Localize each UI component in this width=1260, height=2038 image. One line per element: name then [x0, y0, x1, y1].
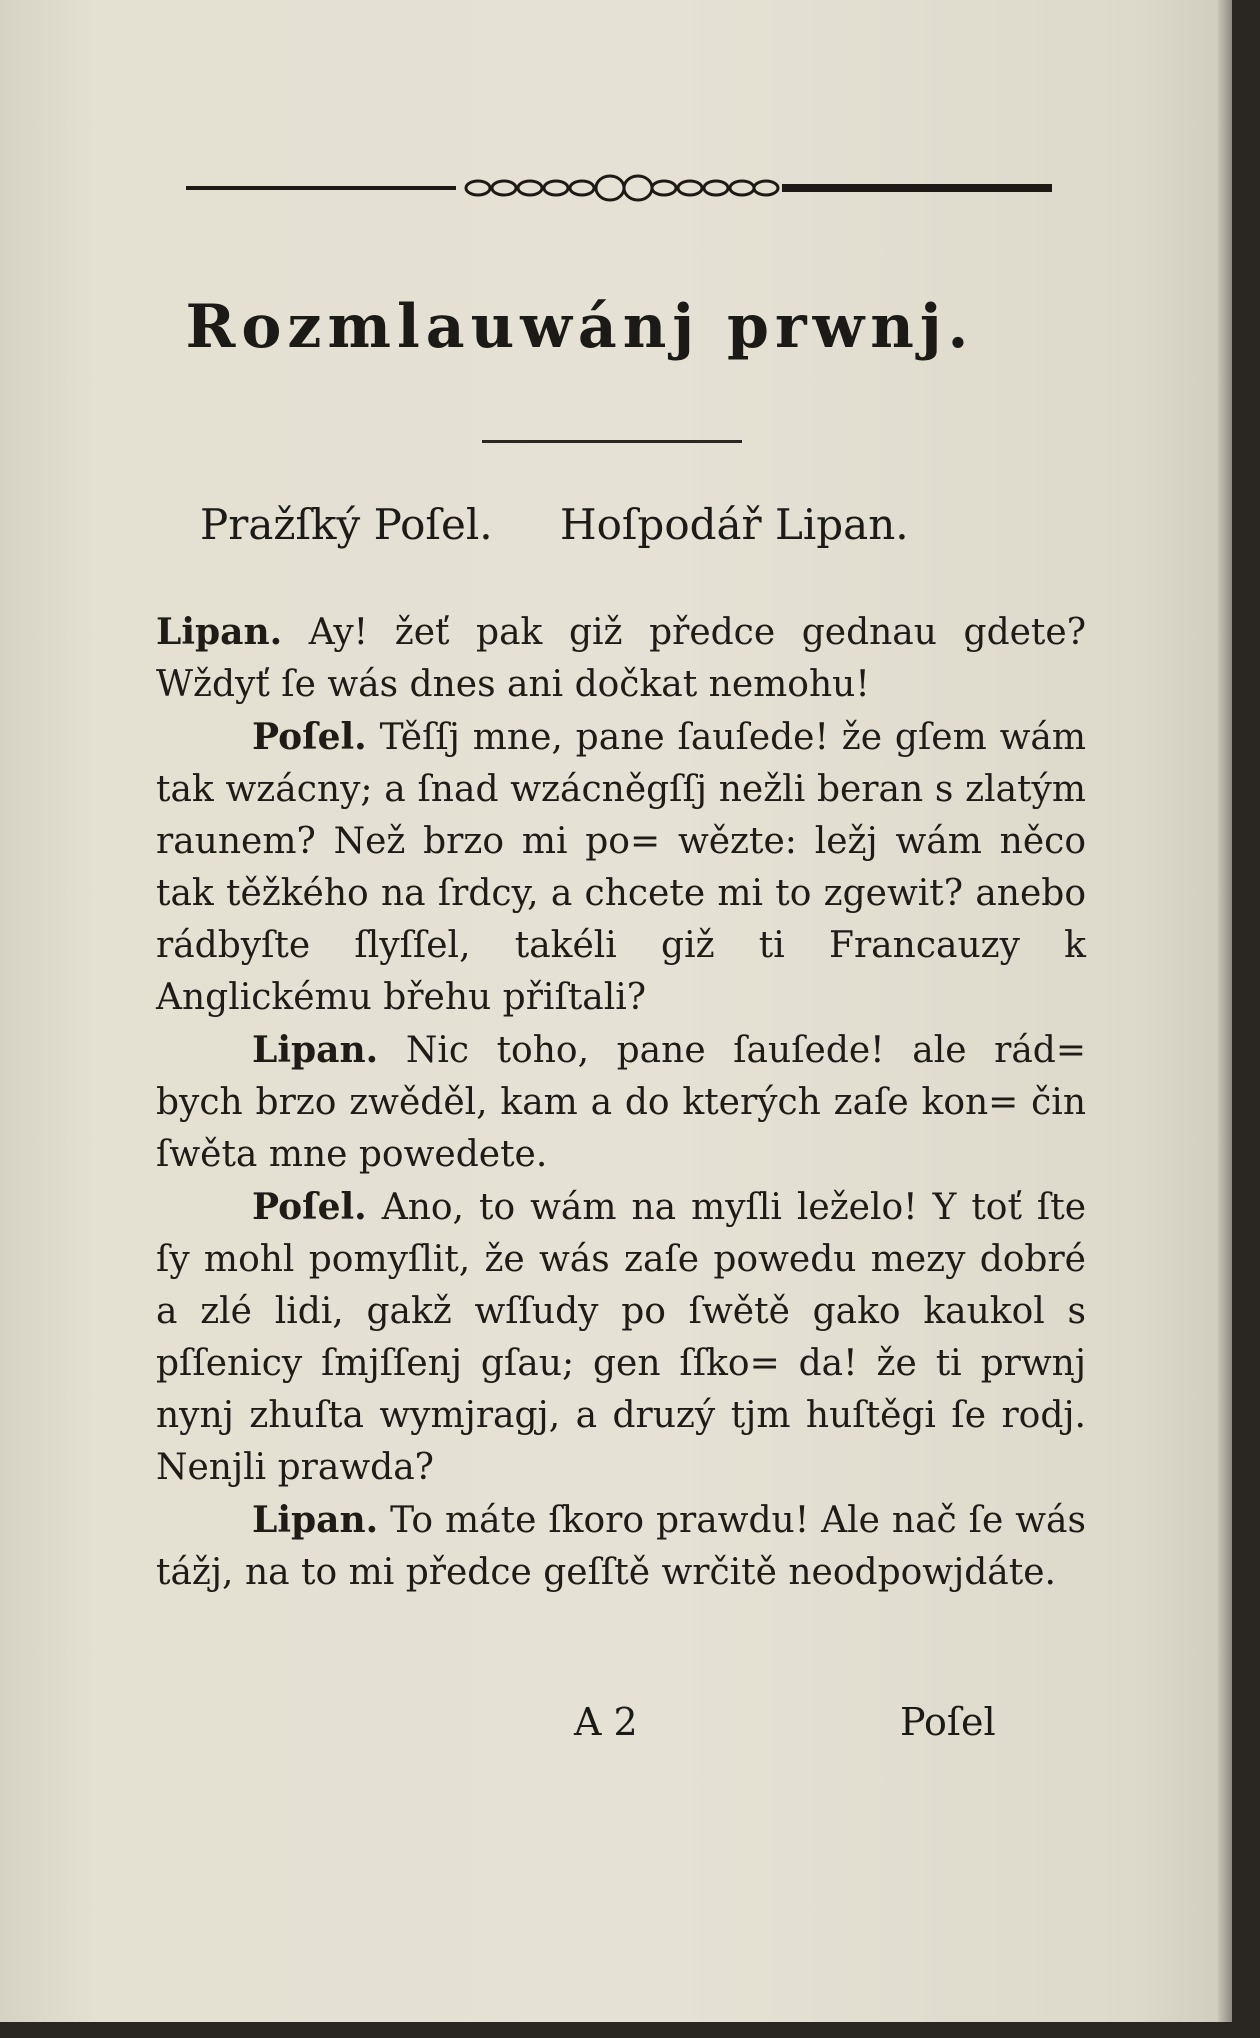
dialogue-paragraph	[156, 1181, 1086, 1494]
speaker-name: Poſel.	[252, 1186, 367, 1228]
speaker-lipan: Hoſpodář Lipan.	[559, 500, 909, 549]
speaker-name: Lipan.	[156, 611, 283, 653]
dialogue-paragraph	[156, 1024, 1086, 1181]
speaker-list	[200, 500, 1060, 549]
paragraph-text: Ano, to wám na myſli leželo! Y toť ſte ſy mohl pomyſlit, že wás zaſe powedu mezy dobré a zlé lidi, gakž wſſudy po ſwětě gako kaukol s pſſenicy ſmjſſenj gſau; gen ſſko= da! že ti prwnj nynj zhuſta wymjragj, a druzý tjm huſtěgi ſe rodj. Nenjli prawda?	[156, 1187, 1087, 1488]
title-divider	[482, 440, 742, 443]
speaker-name: Poſel.	[252, 716, 367, 758]
chapter-title: Rozmlauwánj prwnj.	[185, 292, 975, 362]
dialogue-paragraph	[156, 711, 1086, 1024]
paragraph-text: Ay! žeť pak giž předce gednau gdete? Wždyť ſe wás dnes ani dočkat nemohu!	[156, 612, 1086, 705]
paragraph-text: Nic toho, pane ſauſede! ale rád= bych brzo zwěděl, kam a do kterých zaſe kon= čin ſwěta mne powedete.	[156, 1030, 1086, 1175]
speaker-posel: Pražſký Poſel.	[200, 500, 493, 549]
paragraph-text: Těſſj mne, pane ſauſede! že gſem wám tak wzácny; a ſnad wzácněgſſj nežli beran s zlatým raunem? Než brzo mi po= wězte: ležj wám něco tak těžkého na ſrdcy, a chcete mi to zgewit? anebo rádbyſte ſlyſſel, takéli giž ti Francauzy k Anglickému břehu přiſtali?	[156, 717, 1086, 1018]
dialogue-paragraph	[156, 606, 1086, 711]
speaker-name: Lipan.	[252, 1029, 379, 1071]
dialogue-body	[156, 606, 1086, 1599]
page-footer	[0, 1700, 1232, 1760]
paragraph-text: To máte ſkoro prawdu! Ale nač ſe wás tážj, na to mi předce geſſtě wrčitě neodpowjdáte.	[156, 1500, 1086, 1593]
ornament-rule	[186, 166, 1052, 210]
signature-mark: A 2	[574, 1700, 638, 1744]
speaker-name: Lipan.	[252, 1499, 379, 1541]
catchword: Poſel	[900, 1700, 996, 1744]
dialogue-paragraph	[156, 1494, 1086, 1599]
